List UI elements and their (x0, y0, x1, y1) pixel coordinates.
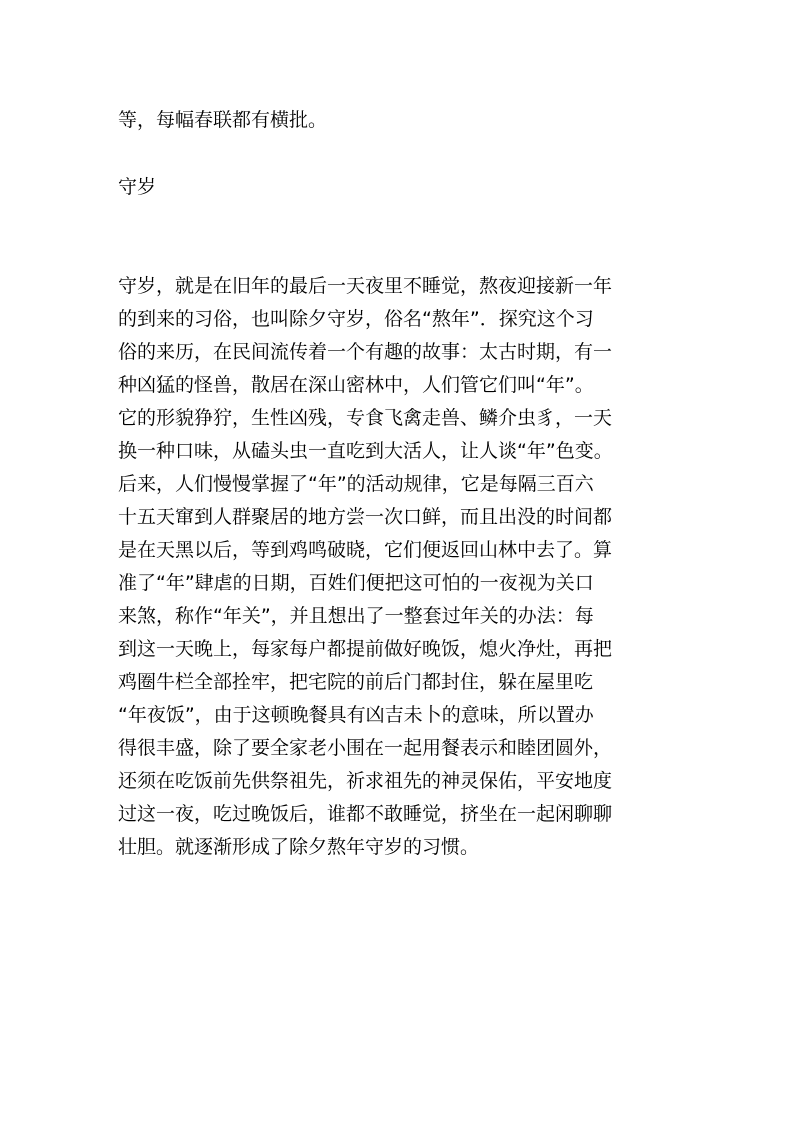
heading-text: 守岁 (118, 176, 157, 198)
text-line: 鸡圈牛栏全部拴牢，把宅院的前后门都封住，躲在屋里吃 (118, 671, 594, 693)
text-line: 等，每幅春联都有横批。 (118, 109, 328, 131)
text-line: 还须在吃饭前先供祭祖先，祈求祖先的神灵保佑，平安地度 (118, 770, 613, 792)
text-line: 后来，人们慢慢掌握了“年”的活动规律，它是每隔三百六 (118, 473, 594, 495)
text-line: 换一种口味，从磕头虫一直吃到大活人，让人谈“年”色变。 (118, 440, 613, 462)
text-line: 种凶猛的怪兽，散居在深山密林中，人们管它们叫“年”。 (118, 374, 594, 396)
text-line: 准了“年”肆虐的日期，百姓们便把这可怕的一夜视为关口 (118, 572, 594, 594)
text-line: “年夜饭”，由于这顿晚餐具有凶吉未卜的意味，所以置办 (118, 704, 594, 726)
text-line: 它的形貌狰狞，生性凶残，专食飞禽走兽、鳞介虫豸，一天 (118, 407, 613, 429)
text-line: 来煞，称作“年关”，并且想出了一整套过年关的办法：每 (118, 605, 594, 627)
text-line: 壮胆。就逐渐形成了除夕熬年守岁的习惯。 (118, 836, 480, 858)
text-line: 到这一天晚上，每家每户都提前做好晚饭，熄火净灶，再把 (118, 638, 613, 660)
text-line: 十五天窜到人群聚居的地方尝一次口鲜，而且出没的时间都 (118, 506, 613, 528)
text-line: 守岁，就是在旧年的最后一天夜里不睡觉，熬夜迎接新一年 (118, 275, 613, 297)
text-line: 得很丰盛，除了要全家老小围在一起用餐表示和睦团圆外， (118, 737, 613, 759)
text-line: 过这一夜，吃过晚饭后，谁都不敢睡觉，挤坐在一起闲聊聊 (118, 803, 613, 825)
text-line: 的到来的习俗，也叫除夕守岁，俗名“熬年”．探究这个习 (118, 308, 594, 330)
text-line: 俗的来历，在民间流传着一个有趣的故事：太古时期，有一 (118, 341, 613, 363)
text-line: 是在天黑以后，等到鸡鸣破晓，它们便返回山林中去了。算 (118, 539, 613, 561)
